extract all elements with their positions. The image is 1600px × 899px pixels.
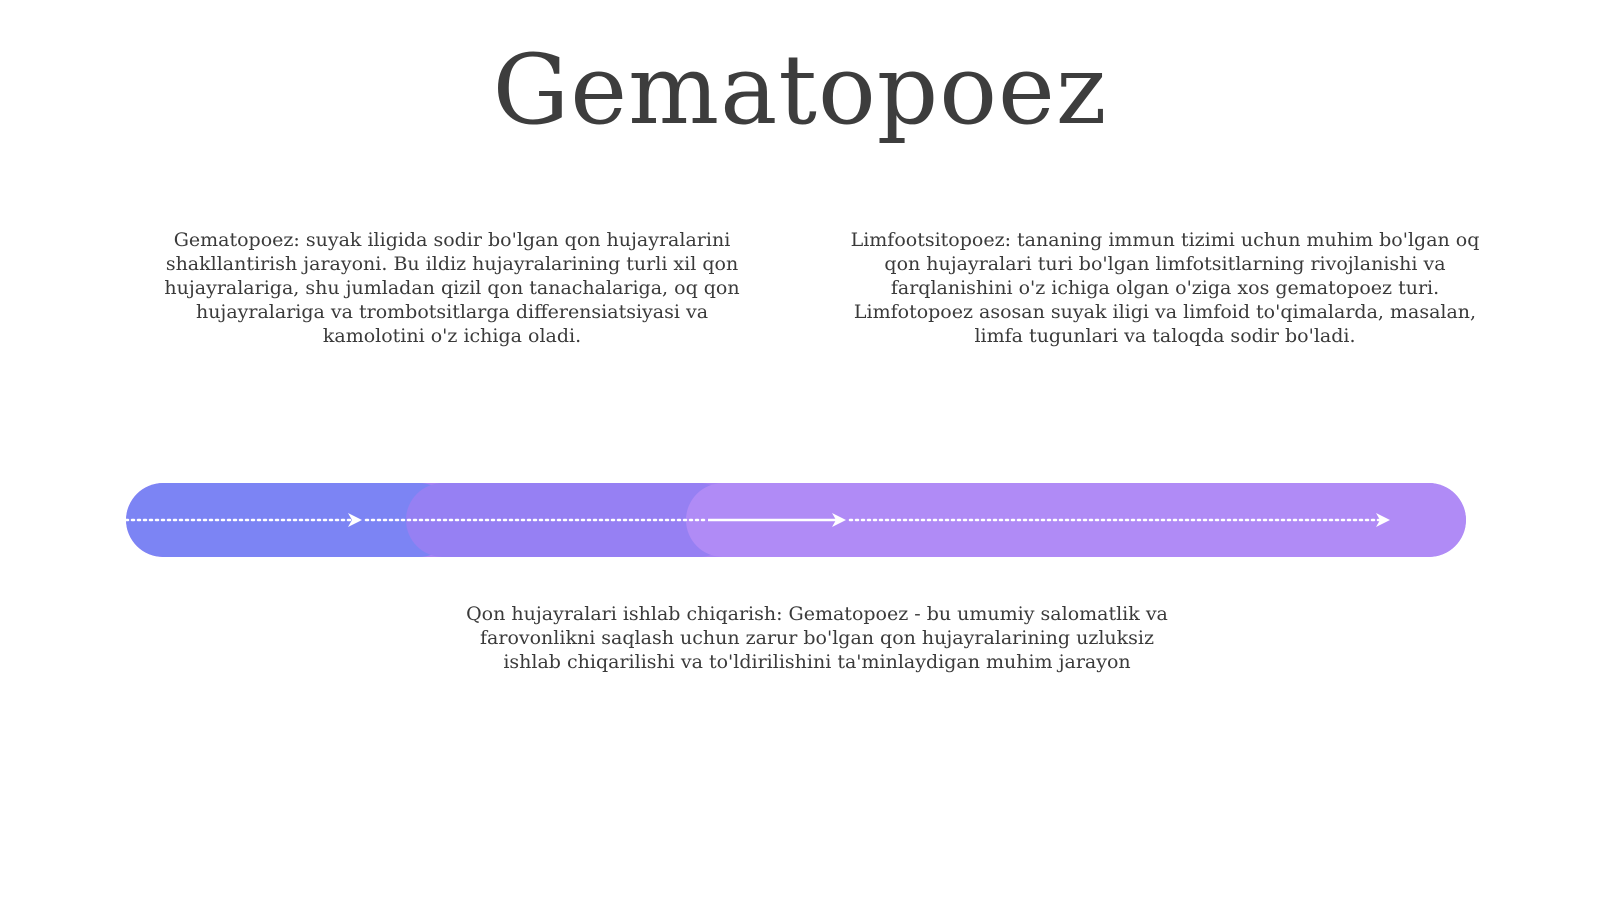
timeline-arrows [126, 483, 1466, 557]
text-block-limfotsitopoez: Limfootsitopoez: tananing immun tizimi uchun muhim bo'lgan oq qon hujayralari turi bo'lgan limfotsitlarning rivojlanishi va farqlanishini o'z ichiga olgan o'ziga xos gematopoez turi. Limfotopoez asosan suyak iligi va limfoid to'qimalarda, masalan, limfa tugunlari va taloqda sodir bo'ladi. [850, 229, 1480, 347]
text-block-gematopoez: Gematopoez: suyak iligida sodir bo'lgan qon hujayralarini shakllantirish jarayoni. Bu ildiz hujayralarining turli xil qon hujayralariga, shu jumladan qizil qon tanachalariga, oq qon hujayralariga va trombotsitlarga differensiatsiyasi va kamolotini o'z ichiga oladi. [164, 229, 740, 347]
text-block-production: Qon hujayralari ishlab chiqarish: Gematopoez - bu umumiy salomatlik va farovonlikni saqlash uchun zarur bo'lgan qon hujayralarining uzluksiz ishlab chiqarilishi va to'ldirilishini ta'minlaydigan muhim jarayon [466, 603, 1168, 673]
slide-title: Gematopoez [492, 34, 1108, 146]
timeline-bar [126, 483, 1466, 557]
